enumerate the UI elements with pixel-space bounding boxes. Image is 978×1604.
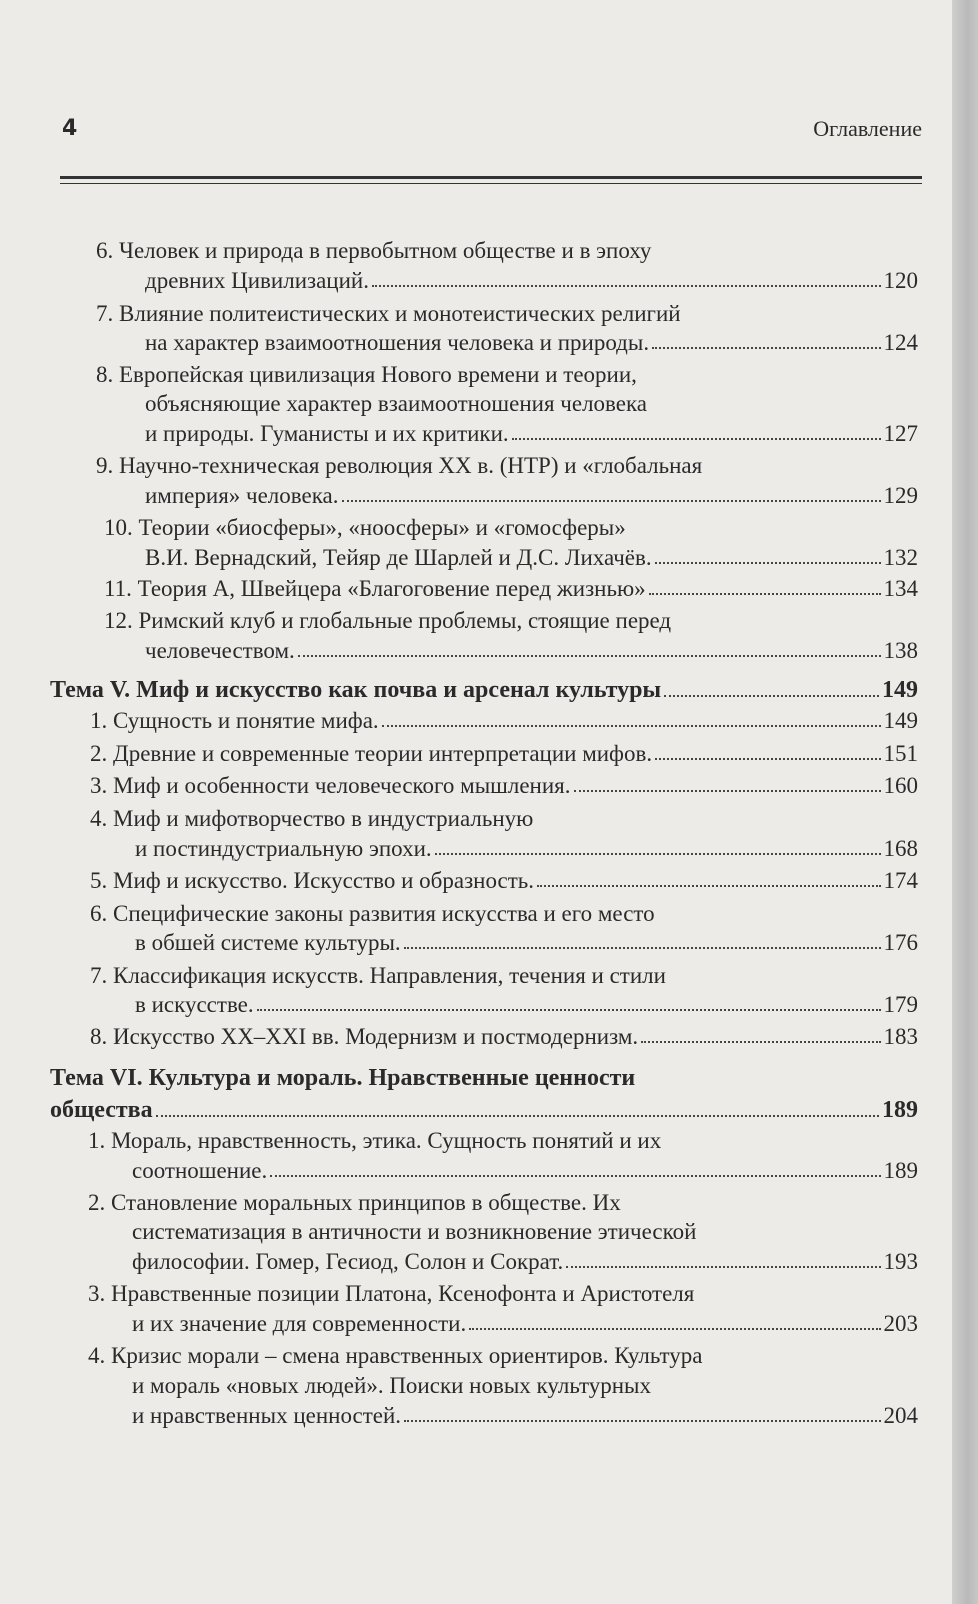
toc-page-number: 127 — [883, 421, 918, 446]
toc-page-number: 179 — [883, 992, 918, 1017]
dot-leader — [404, 1419, 880, 1422]
toc-entry-title: человечеством. — [145, 638, 295, 663]
dot-leader — [372, 284, 881, 287]
toc-page-number: 124 — [883, 330, 918, 355]
toc-entry-line: 10. Теории «биосферы», «ноосферы» и «гомосферы» — [104, 515, 626, 540]
toc-entry-title: Тема V. Миф и искусство как почва и арсенал культуры — [50, 677, 662, 703]
toc-entry-title: 5. Миф и искусство. Искусство и образность. — [90, 868, 535, 893]
toc-entry-line: 7. Классификация искусств. Направления, течения и стили — [90, 963, 666, 988]
dot-leader — [298, 654, 881, 657]
toc-entry-line: 3. Нравственные позиции Платона, Ксенофонта и Аристотеля — [88, 1281, 695, 1306]
dot-leader — [270, 1174, 880, 1177]
dot-leader — [537, 884, 880, 887]
toc-entry[interactable] — [145, 639, 918, 662]
toc-entry-title: философии. Гомер, Гесиод, Солон и Сократ. — [132, 1249, 564, 1274]
toc-entry-title: 3. Миф и особенности человеческого мышления. — [90, 773, 571, 798]
toc-page-number: 151 — [883, 741, 918, 766]
toc-entry[interactable] — [90, 869, 918, 892]
toc-entry[interactable] — [104, 577, 918, 600]
toc-page-number: 168 — [883, 836, 918, 861]
toc-page-number: 183 — [883, 1024, 918, 1049]
toc-entry[interactable] — [90, 1025, 918, 1048]
page-number: 4 — [62, 116, 78, 141]
toc-entry[interactable] — [132, 1159, 918, 1182]
toc-page-number: 189 — [882, 1097, 918, 1123]
toc-entry[interactable] — [145, 422, 918, 445]
toc-entry-title: 1. Сущность и понятие мифа. — [90, 708, 379, 733]
dot-leader — [664, 694, 879, 697]
toc-entry[interactable] — [135, 931, 918, 954]
toc-page-number: 189 — [883, 1158, 918, 1183]
toc-entry-title: в искусстве. — [135, 992, 254, 1017]
toc-page-number: 204 — [883, 1403, 918, 1428]
toc-entry-title: на характер взаимоотношения человека и природы. — [145, 330, 650, 355]
toc-entry-line: 6. Человек и природа в первобытном обществе и в эпоху — [96, 238, 652, 263]
toc-page-number: 149 — [882, 677, 918, 703]
toc-entry-line: 1. Мораль, нравственность, этика. Сущность понятий и их — [88, 1128, 662, 1153]
toc-entry-title: общества — [50, 1097, 153, 1123]
toc-entry-title: 11. Теория А, Швейцера «Благоговение перед жизнью» — [104, 576, 646, 601]
toc-entry[interactable] — [145, 484, 918, 507]
toc-entry-line: 9. Научно-техническая революция XX в. (НТР) и «глобальная — [96, 453, 703, 478]
toc-page-number: 132 — [883, 545, 918, 570]
toc-entry[interactable] — [132, 1250, 918, 1273]
toc-entry-title: и их значение для современности. — [132, 1311, 467, 1336]
toc-entry-title: в обшей системе культуры. — [135, 930, 401, 955]
toc-entry-line: 2. Становление моральных принципов в обществе. Их — [88, 1190, 621, 1215]
toc-entry-line: систематизация в античности и возникновение этической — [132, 1219, 697, 1244]
dot-leader — [404, 946, 881, 949]
toc-entry[interactable] — [145, 546, 918, 569]
toc-entry[interactable] — [90, 774, 918, 797]
toc-entry[interactable] — [135, 837, 918, 860]
dot-leader — [156, 1114, 879, 1117]
dot-leader — [566, 1265, 880, 1268]
toc-entry[interactable] — [145, 269, 918, 292]
toc-entry-line: 4. Миф и мифотворчество в индустриальную — [90, 806, 534, 831]
toc-section-heading[interactable] — [50, 1098, 918, 1122]
toc-entry[interactable] — [145, 331, 918, 354]
toc-page-number: 203 — [883, 1311, 918, 1336]
toc-entry-line: 12. Римский клуб и глобальные проблемы, стоящие перед — [104, 608, 672, 633]
toc-entry[interactable] — [90, 709, 918, 732]
toc-entry-line: Тема VI. Культура и мораль. Нравственные ценности — [50, 1065, 636, 1091]
toc-page-number: 138 — [883, 638, 918, 663]
dot-leader — [257, 1008, 881, 1011]
toc-page-number: 149 — [883, 708, 918, 733]
toc-page-number: 134 — [883, 576, 918, 601]
dot-leader — [641, 1040, 880, 1043]
dot-leader — [435, 852, 881, 855]
toc-entry-title: 2. Древние и современные теории интерпретации мифов. — [90, 741, 653, 766]
dot-leader — [649, 592, 881, 595]
toc-page-number: 129 — [883, 483, 918, 508]
toc-page-number: 193 — [883, 1249, 918, 1274]
page-edge — [952, 0, 978, 1604]
toc-entry-title: В.И. Вернадский, Тейяр де Шарлей и Д.С. Лихачёв. — [145, 545, 652, 570]
toc-entry[interactable] — [132, 1404, 918, 1427]
dot-leader — [469, 1327, 880, 1330]
toc-entry[interactable] — [132, 1312, 918, 1335]
toc-entry-line: 4. Кризис морали – смена нравственных ориентиров. Культура — [88, 1343, 703, 1368]
toc-entry-line: и мораль «новых людей». Поиски новых культурных — [132, 1373, 651, 1398]
toc-entry-line: 6. Специфические законы развития искусства и его место — [90, 901, 655, 926]
toc-entry-title: и нравственных ценностей. — [132, 1403, 402, 1428]
toc-page-number: 120 — [883, 268, 918, 293]
dot-leader — [574, 789, 881, 792]
toc-page-number: 174 — [883, 868, 918, 893]
toc-section-heading[interactable] — [50, 678, 918, 702]
toc-page-number: 176 — [883, 930, 918, 955]
dot-leader — [655, 561, 881, 564]
toc-entry-title: соотношение. — [132, 1158, 268, 1183]
dot-leader — [512, 437, 881, 440]
toc-entry-title: и постиндустриальную эпохи. — [135, 836, 432, 861]
toc-entry-line: 7. Влияние политеистических и монотеистических религий — [96, 301, 681, 326]
toc-entry-title: империя» человека. — [145, 483, 339, 508]
toc-entry-title: древних Цивилизаций. — [145, 268, 369, 293]
dot-leader — [342, 499, 881, 502]
toc-entry[interactable] — [135, 993, 918, 1016]
toc-entry-line: 8. Европейская цивилизация Нового времени и теории, — [96, 362, 637, 387]
toc-page-number: 160 — [883, 773, 918, 798]
running-title: Оглавление — [813, 116, 922, 141]
dot-leader — [652, 346, 880, 349]
toc-entry-line: объясняющие характер взаимоотношения человека — [145, 391, 648, 416]
toc-entry-title: и природы. Гуманисты и их критики. — [145, 421, 509, 446]
toc-entry[interactable] — [90, 742, 918, 765]
dot-leader — [382, 724, 881, 727]
dot-leader — [655, 757, 880, 760]
toc-entry-title: 8. Искусство XX–XXI вв. Модернизм и постмодернизм. — [90, 1024, 639, 1049]
